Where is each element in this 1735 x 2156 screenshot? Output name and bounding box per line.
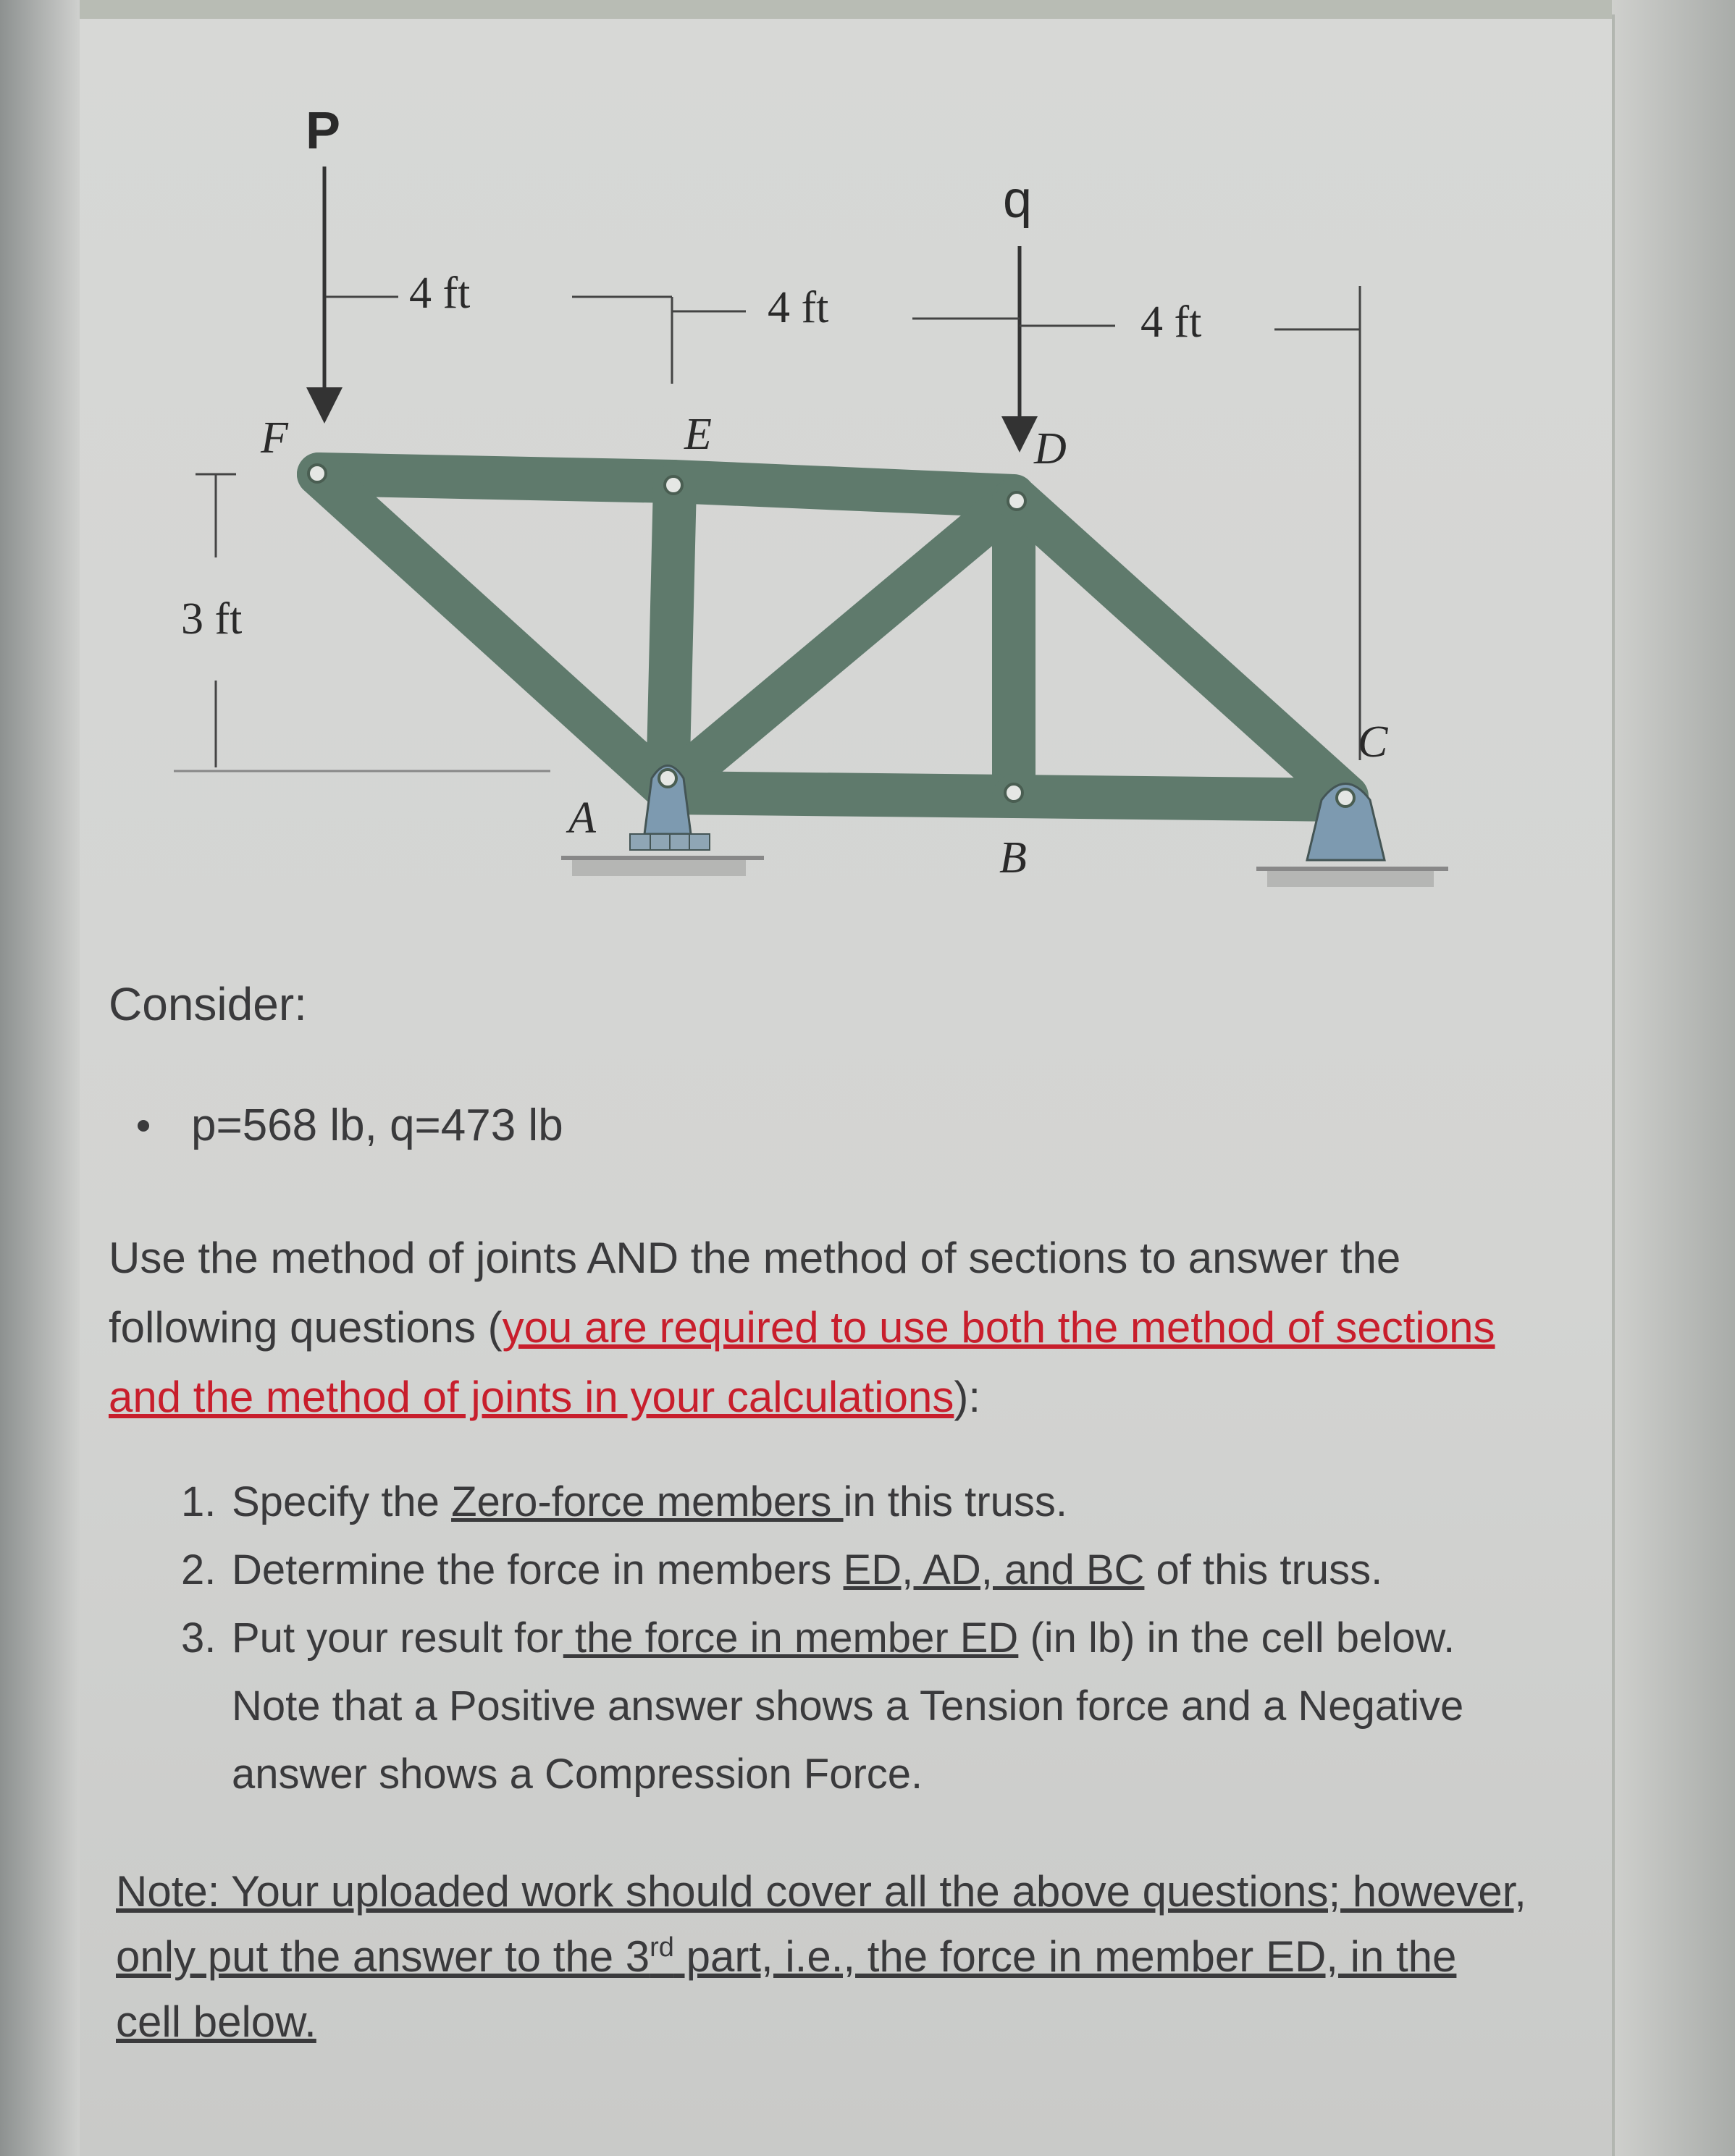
truss-members [319,474,1347,800]
question-post: in this truss. [843,1478,1067,1525]
pin-b [1005,784,1022,801]
label-joint-f: F [261,413,288,463]
question-emph: the force in member ED [563,1614,1019,1662]
top-strip [0,0,1735,19]
intro-plain: Use the method of joints AND the method of sections to answer the following questions ( [109,1234,1401,1352]
intro-end: ): [954,1373,981,1421]
question-pre: Determine the force in members [232,1546,844,1593]
member-fe [319,474,673,481]
question-pre: Put your result for [232,1614,563,1662]
ground-hatch-a [572,860,746,876]
member-bc [1014,796,1347,800]
note-superscript: rd [650,1932,674,1963]
truss-diagram [145,80,1477,898]
label-joint-e: E [684,410,712,459]
intro-paragraph [109,1224,1528,1432]
label-joint-a: A [568,793,596,843]
question-item [181,1604,1528,1808]
label-joint-d: D [1034,424,1067,473]
ground-hatch-c [1267,871,1434,887]
pin-f [308,465,326,482]
member-dc [1017,500,1347,796]
right-rule [1612,14,1615,2156]
label-dim-1: 4 ft [409,269,471,318]
question-post: (in lb) in the cell below. Note that a Positive answer shows a Tension force and a Negative answer shows a Compression Force. [232,1614,1464,1798]
question-item [181,1468,1528,1536]
member-ab [668,793,1014,796]
right-frame [1612,0,1735,2156]
question-list [181,1468,1528,1808]
params-item [138,1100,1528,1151]
question-item [181,1536,1528,1604]
note-part-a: Note: Your uploaded work should cover all the above questions; however, only put the answer to the 3 [116,1867,1526,1981]
member-fa [319,474,666,789]
label-q: q [1003,171,1033,229]
label-joint-b: B [999,833,1027,883]
member-ad [668,500,1014,789]
problem-content [109,977,1528,2055]
pin-d [1008,492,1025,510]
question-emph: Zero-force members [451,1478,844,1525]
pin-c [1337,789,1354,807]
question-number: 3. [181,1614,217,1662]
question-number: 1. [181,1478,217,1525]
label-dim-2: 4 ft [768,283,829,332]
intro-required-link: you are required to use both the method of sections and the method of joints in your calculations [109,1303,1495,1421]
member-ed [673,481,1014,496]
consider-label: Consider: [109,978,307,1030]
bullet-dot [138,1120,149,1132]
question-pre: Specify the [232,1478,452,1525]
question-emph: ED, AD, and BC [843,1546,1145,1593]
truss-figure [145,80,1477,898]
question-post: of this truss. [1144,1546,1383,1593]
note-part-b: part, i.e., the force in member ED, in the cell below. [116,1932,1457,2046]
label-p: P [306,102,341,160]
question-number: 2. [181,1546,217,1593]
label-height: 3 ft [181,594,243,644]
params-text: p=568 lb, q=473 lb [191,1100,563,1150]
label-joint-c: C [1358,717,1388,767]
label-dim-3: 4 ft [1140,298,1202,347]
pin-e [665,476,682,494]
note-paragraph [116,1859,1528,2055]
left-shadow [0,0,80,2156]
member-ea [668,485,675,789]
pin-a [659,770,676,787]
